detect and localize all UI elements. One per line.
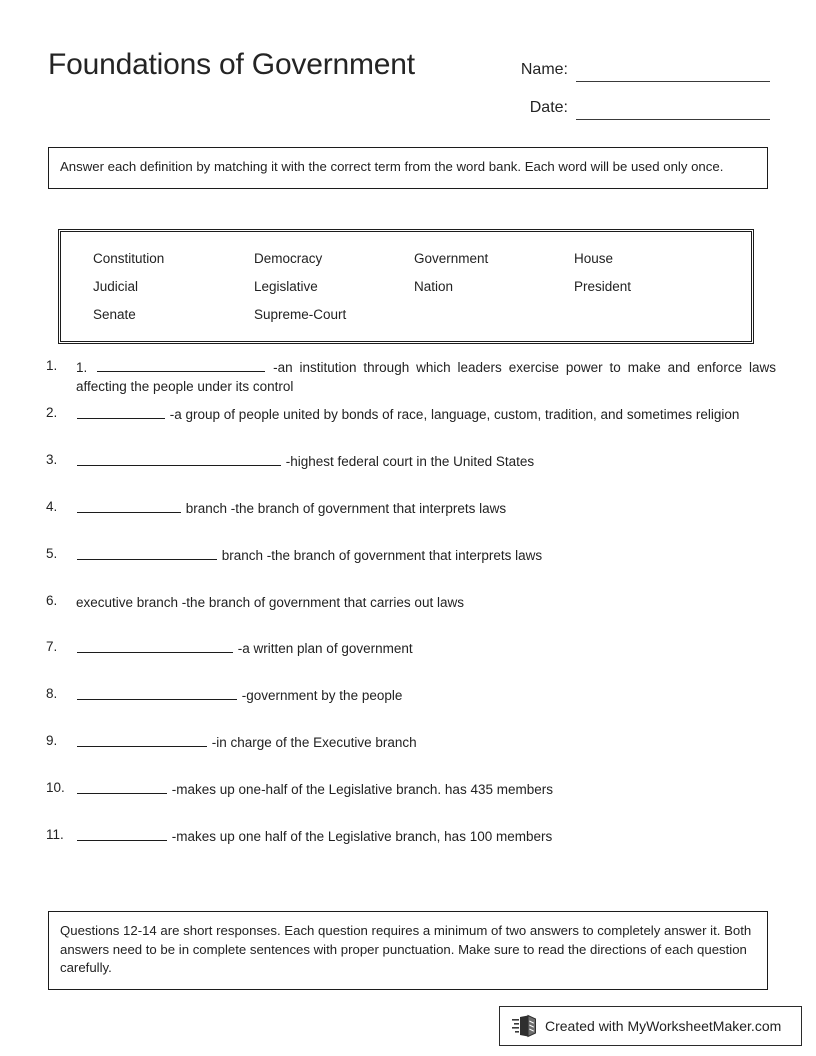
name-label: Name: [520, 61, 568, 78]
question-number: 1. [46, 358, 58, 373]
question-item [46, 780, 776, 827]
question-number: 7. [46, 639, 58, 654]
question-body [76, 405, 776, 424]
word-bank-word: Government [414, 250, 489, 266]
answer-blank[interactable] [77, 686, 237, 700]
page-title: Foundations of Government [48, 48, 415, 81]
question-text: -a written plan of government [237, 641, 413, 656]
question-item [46, 499, 776, 546]
question-text: -in charge of the Executive branch [211, 735, 417, 750]
question-body [76, 639, 776, 658]
word-bank-word: President [574, 278, 632, 294]
question-item [46, 405, 776, 452]
created-with-label: Created with MyWorksheetMaker.com [545, 1018, 782, 1034]
instructions-box-top [48, 147, 768, 189]
question-item [46, 827, 776, 874]
question-item [46, 593, 776, 639]
instructions-box-bottom [48, 911, 768, 990]
word-bank-row [61, 300, 751, 328]
question-body [76, 546, 776, 565]
question-number: 11. [46, 827, 64, 842]
word-bank-word: Senate [93, 306, 136, 322]
worksheet-maker-logo-icon [512, 1014, 538, 1038]
question-number: 8. [46, 686, 58, 701]
question-item [46, 546, 776, 593]
name-date-block [502, 44, 770, 120]
questions-list [46, 358, 776, 874]
word-bank-word: Constitution [93, 250, 165, 266]
question-number: 9. [46, 733, 58, 748]
question-body [76, 733, 776, 752]
answer-blank[interactable] [77, 780, 167, 794]
word-bank-row [61, 244, 751, 272]
question-number: 2. [46, 405, 58, 420]
question-number: 4. [46, 499, 58, 514]
word-bank-word: Democracy [254, 250, 323, 266]
created-with-badge[interactable] [499, 1006, 802, 1046]
question-body [76, 358, 776, 396]
question-item [46, 639, 776, 686]
question-number: 10. [46, 780, 65, 795]
word-bank-word: House [574, 250, 614, 266]
question-text: -a group of people united by bonds of race, language, custom, tradition, and sometimes religion [169, 407, 740, 422]
name-input[interactable] [576, 61, 770, 82]
answer-blank[interactable] [77, 827, 167, 841]
question-body [76, 452, 776, 471]
question-text: branch -the branch of government that interprets laws [185, 501, 507, 516]
answer-blank[interactable] [77, 639, 233, 653]
date-label: Date: [529, 99, 568, 116]
question-body [76, 593, 776, 612]
instructions-bottom-text: Questions 12-14 are short responses. Each question requires a minimum of two answers to completely answer it. Both answers need to be in complete sentences with proper punctuation. Make sure to read the directions of each question carefully. [60, 923, 752, 975]
page-header [48, 44, 770, 122]
question-item [46, 686, 776, 733]
question-body [76, 499, 776, 518]
answer-blank[interactable] [77, 546, 217, 560]
question-body [76, 827, 776, 846]
date-row [502, 82, 770, 120]
answer-blank[interactable] [77, 405, 165, 419]
question-number: 6. [46, 593, 58, 608]
word-bank-row [61, 272, 751, 300]
question-text: -government by the people [241, 688, 403, 703]
answer-blank[interactable] [77, 733, 207, 747]
question-number: 3. [46, 452, 58, 467]
question-body [76, 780, 776, 799]
question-item [46, 358, 776, 405]
question-text: executive branch -the branch of government that carries out laws [76, 595, 464, 610]
question-text: -an institution through which leaders exercise power to make and enforce laws affecting the people under its control [76, 360, 776, 394]
question-prefix: 1. [76, 360, 88, 375]
word-bank-word: Legislative [254, 278, 318, 294]
word-bank-word: Supreme-Court [254, 306, 347, 322]
word-bank-word: Judicial [93, 278, 139, 294]
question-item [46, 452, 776, 499]
question-text: -makes up one-half of the Legislative branch. has 435 members [171, 782, 553, 797]
question-item [46, 733, 776, 780]
answer-blank[interactable] [77, 452, 281, 466]
question-body [76, 686, 776, 705]
word-bank [60, 231, 752, 342]
question-text: -highest federal court in the United States [285, 454, 535, 469]
word-bank-word: Nation [414, 278, 454, 294]
answer-blank[interactable] [97, 358, 265, 372]
question-number: 5. [46, 546, 58, 561]
date-input[interactable] [576, 99, 770, 120]
name-row [502, 44, 770, 82]
question-text: -makes up one half of the Legislative branch, has 100 members [171, 829, 553, 844]
instructions-top-text: Answer each definition by matching it with the correct term from the word bank. Each word will be used only once. [60, 159, 724, 174]
question-text: branch -the branch of government that interprets laws [221, 548, 543, 563]
answer-blank[interactable] [77, 499, 181, 513]
